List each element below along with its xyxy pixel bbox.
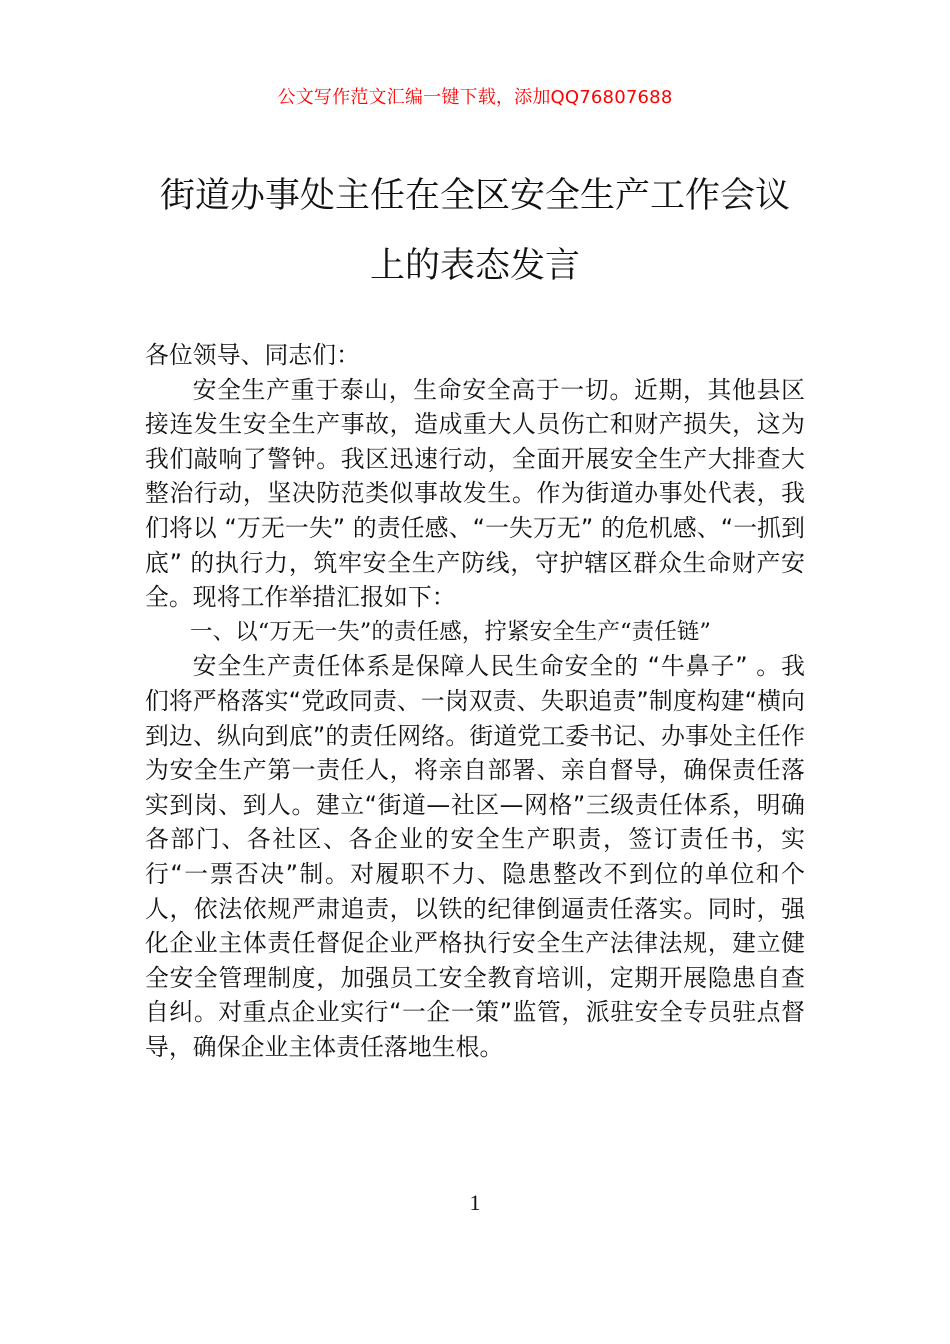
salutation: 各位领导、同志们： — [145, 341, 361, 369]
download-banner: 公文写作范文汇编一键下载，添加QQ76807688 — [277, 87, 673, 108]
section-heading-1: 一、以“万无一失”的责任感，拧紧安全生产“责任链” — [190, 618, 712, 645]
document-body — [145, 338, 805, 1064]
intro-paragraph: 安全生产重于泰山，生命安全高于一切。近期，其他县区接连发生安全生产事故，造成重大人员伤亡和财产损失，这为我们敲响了警钟。我区迅速行动，全面开展安全生产大排查大整治行动，坚决防范类似事故发生。作为街道办事处代表，我们将以 “万无一失” 的责任感、“一失万无” 的危机感、“一抓到底” 的执行力，筑牢安全生产防线，守护辖区群众生命财产安全。现将工作举措汇报如下： — [145, 375, 805, 612]
document-title-line-1: 街道办事处主任在全区安全生产工作会议 — [159, 176, 790, 216]
section-body-1: 安全生产责任体系是保障人民生命安全的 “牛鼻子” 。我们将严格落实“党政同责、一岗双责、失职追责”制度构建“横向到边、纵向到底”的责任网络。街道党工委书记、办事处主任作为安全生产第一责任人，将亲自部署、亲自督导，确保责任落实到岗、到人。建立“街道—社区—网格”三级责任体系，明确各部门、各社区、各企业的安全生产职责，签订责任书，实行“一票否决”制。对履职不力、隐患整改不到位的单位和个人，依法依规严肃追责，以铁的纪律倒逼责任落实。同时，强化企业主体责任督促企业严格执行安全生产法律法规，建立健全安全管理制度，加强员工安全教育培训，定期开展隐患自查自纠。对重点企业实行“一企一策”监管，派驻安全专员驻点督导，确保企业主体责任落地生根。 — [145, 652, 805, 1061]
document-title-line-2: 上的表态发言 — [369, 246, 580, 286]
page-number: 1 — [469, 1190, 481, 1215]
